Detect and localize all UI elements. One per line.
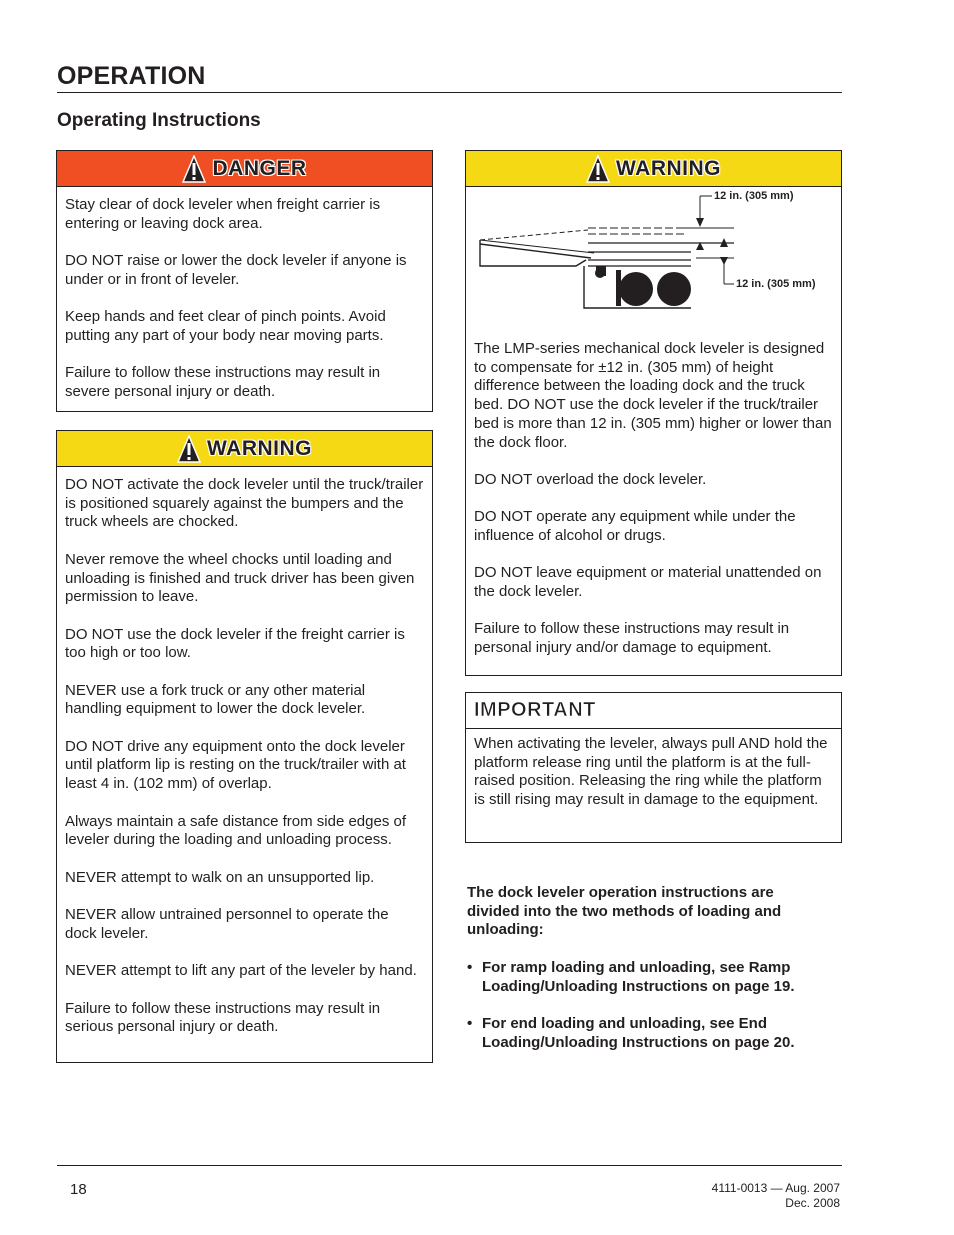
footer-divider <box>57 1165 842 1166</box>
danger-box <box>56 150 433 412</box>
warning-label-left: WARNING <box>207 436 312 460</box>
doc-number: 4111-0013 — Aug. 2007 <box>711 1181 840 1195</box>
warning-paragraph: The LMP-series mechanical dock leveler is designed to compensate for ±12 in. (305 mm) of height difference between the loading dock and the truck bed. DO NOT use the dock leveler if the truck/trailer bed is more than 12 in. (305 mm) higher or lower than the dock floor. <box>474 340 832 451</box>
dock-leveler-height-diagram <box>476 190 836 320</box>
warning-paragraph: DO NOT overload the dock leveler. <box>474 470 707 488</box>
page-subtitle: Operating Instructions <box>57 110 261 131</box>
warning-header-right <box>466 151 841 187</box>
warning-paragraph: DO NOT use the dock leveler if the freight carrier is too high or too low. <box>65 625 405 662</box>
danger-body <box>57 187 432 402</box>
dimension-label-top: 12 in. (305 mm) <box>714 190 794 202</box>
bullet-icon: • <box>467 1014 473 1032</box>
operation-methods <box>467 884 827 1071</box>
dimension-label-bottom: 12 in. (305 mm) <box>736 278 816 290</box>
warning-box-left <box>56 430 433 1063</box>
dock-leveler-illustration <box>476 190 836 320</box>
list-item <box>467 1015 827 1052</box>
danger-label: DANGER <box>212 156 307 180</box>
important-label: IMPORTANT <box>474 699 596 721</box>
danger-paragraph: DO NOT raise or lower the dock leveler if anyone is under or in front of leveler. <box>65 252 407 288</box>
doc-revision: Dec. 2008 <box>785 1196 840 1210</box>
warning-paragraph: NEVER use a fork truck or any other material handling equipment to lower the dock leveler. <box>65 681 366 718</box>
warning-paragraph: DO NOT leave equipment or material unattended on the dock leveler. <box>474 564 822 601</box>
important-box <box>465 692 842 843</box>
list-item <box>467 959 827 996</box>
operation-methods-intro: The dock leveler operation instructions are divided into the two methods of loading and unloading: <box>467 884 782 939</box>
danger-header <box>57 151 432 187</box>
page-number: 18 <box>70 1181 87 1198</box>
warning-paragraph: NEVER attempt to lift any part of the leveler by hand. <box>65 962 417 980</box>
title-divider <box>57 92 842 93</box>
warning-paragraph: DO NOT drive any equipment onto the dock leveler until platform lip is resting on the truck/trailer with at least 4 in. (102 mm) of overlap. <box>65 737 406 793</box>
bullet-icon: • <box>467 958 473 976</box>
important-header <box>466 693 841 729</box>
warning-label-right: WARNING <box>616 156 721 180</box>
warning-triangle-icon <box>586 155 610 183</box>
danger-paragraph: Keep hands and feet clear of pinch points. Avoid putting any part of your body near moving parts. <box>65 308 386 344</box>
warning-paragraph: DO NOT activate the dock leveler until the truck/trailer is positioned squarely against the bumpers and the truck wheels are chocked. <box>65 476 424 531</box>
warning-paragraph: NEVER attempt to walk on an unsupported lip. <box>65 868 375 886</box>
danger-paragraph: Failure to follow these instructions may result in severe personal injury or death. <box>65 364 381 400</box>
document-info <box>712 1181 840 1211</box>
warning-triangle-icon <box>182 155 206 183</box>
warning-paragraph: DO NOT operate any equipment while under the influence of alcohol or drugs. <box>474 508 796 544</box>
section-title: OPERATION <box>57 62 206 90</box>
warning-paragraph: NEVER allow untrained personnel to operate the dock leveler. <box>65 906 389 942</box>
bullet-text: For ramp loading and unloading, see Ramp Loading/Unloading Instructions on page 19. <box>482 958 795 995</box>
warning-body-left <box>57 467 432 1037</box>
warning-paragraph: Failure to follow these instructions may result in serious personal injury or death. <box>65 999 381 1036</box>
important-paragraph: When activating the leveler, always pull AND hold the platform release ring until the platform is at the full-raised position. Releasing the ring while the platform is still rising may result in damage to the equipment. <box>474 735 828 809</box>
warning-triangle-icon <box>177 435 201 463</box>
warning-paragraph: Failure to follow these instructions may result in personal injury and/or damage to equipment. <box>474 620 790 657</box>
warning-paragraph: Always maintain a safe distance from side edges of leveler during the loading and unloading process. <box>65 812 407 849</box>
warning-header-left <box>57 431 432 467</box>
danger-paragraph: Stay clear of dock leveler when freight carrier is entering or leaving dock area. <box>65 196 381 232</box>
warning-paragraph: Never remove the wheel chocks until loading and unloading is finished and truck driver has been given permission to leave. <box>65 550 415 606</box>
important-body <box>466 729 841 810</box>
bullet-text: For end loading and unloading, see End Loading/Unloading Instructions on page 20. <box>482 1014 795 1051</box>
